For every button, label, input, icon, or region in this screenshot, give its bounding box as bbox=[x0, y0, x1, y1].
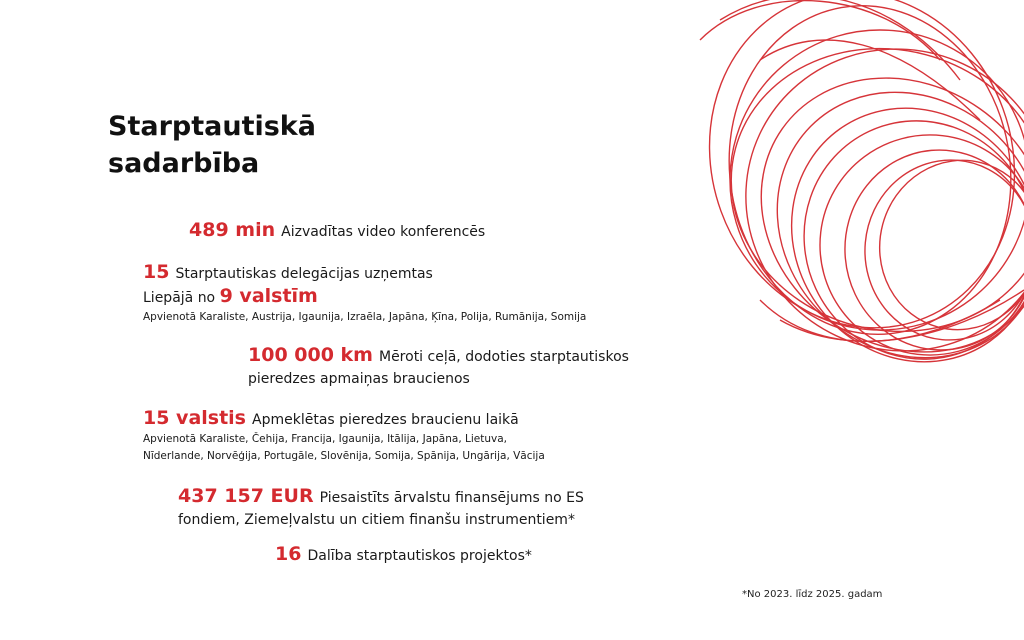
stat-distance bbox=[248, 344, 629, 390]
page-title-line2: sadarbība bbox=[108, 148, 260, 179]
stat-delegations bbox=[143, 261, 586, 326]
stat-text: Apmeklētas pieredzes braucienu laikā bbox=[252, 412, 519, 428]
country-list: Apvienotā Karaliste, Austrija, Igaunija, Izraēla, Japāna, Ķīna, Polija, Rumānija, Somija bbox=[143, 311, 587, 323]
stat-projects bbox=[275, 543, 532, 567]
footnote: *No 2023. līdz 2025. gadam bbox=[742, 589, 883, 600]
stat-text: Aizvadītas video konferencēs bbox=[281, 224, 486, 240]
stat-text-line2: pieredzes apmaiņas braucienos bbox=[248, 371, 470, 387]
country-list-line2: Nīderlande, Norvēģija, Portugāle, Slovēnija, Somija, Spānija, Ungārija, Vācija bbox=[143, 450, 545, 462]
stat-number: 100 000 km bbox=[248, 344, 373, 366]
stat-number: 15 bbox=[143, 261, 170, 283]
stat-number: 15 valstis bbox=[143, 407, 246, 429]
stat-video-conferences bbox=[189, 219, 485, 243]
stat-text: Mēroti ceļā, dodoties starptautiskos bbox=[378, 349, 629, 365]
stat-number-secondary: 9 valstīm bbox=[219, 285, 318, 307]
country-list-line1: Apvienotā Karaliste, Čehija, Francija, Igaunija, Itālija, Japāna, Lietuva, bbox=[143, 433, 507, 445]
stat-funding bbox=[178, 485, 584, 531]
stat-countries-visited bbox=[143, 407, 545, 465]
stat-text-line2: fondiem, Ziemeļvalstu un citiem finanšu instrumentiem* bbox=[178, 512, 575, 528]
stat-number: 16 bbox=[275, 543, 302, 565]
page-title-line1: Starptautiskā bbox=[108, 111, 316, 142]
stat-number: 489 min bbox=[189, 219, 276, 241]
stat-number: 437 157 EUR bbox=[178, 485, 314, 507]
stat-text: Dalība starptautiskos projektos* bbox=[307, 548, 532, 564]
page-title bbox=[108, 108, 316, 182]
stat-text: Liepājā no bbox=[143, 290, 216, 306]
stat-text: Starptautiskas delegācijas uzņemtas bbox=[175, 266, 433, 282]
stat-text: Piesaistīts ārvalstu finansējums no ES bbox=[319, 490, 584, 506]
